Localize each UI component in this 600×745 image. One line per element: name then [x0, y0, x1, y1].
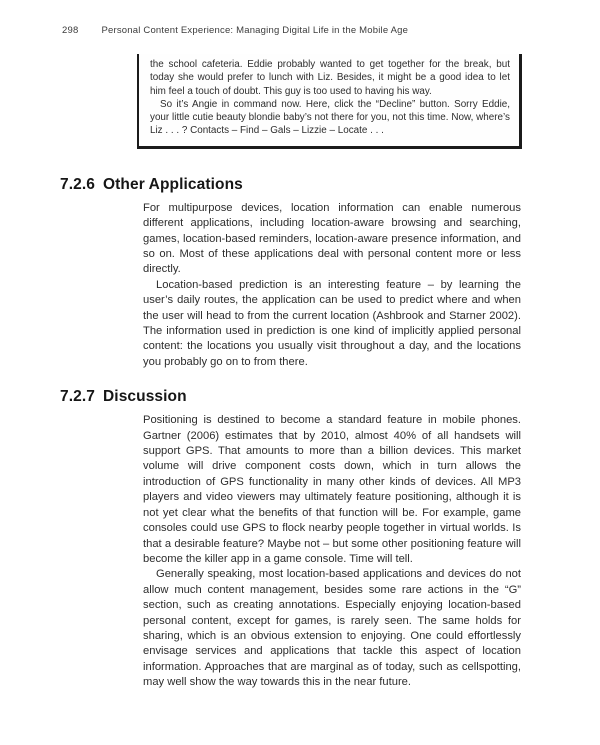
- section-other-applications: [0, 175, 600, 370]
- running-title: Personal Content Experience: Managing Digital Life in the Mobile Age: [101, 25, 409, 36]
- section-number: 7.2.7: [60, 388, 95, 406]
- body-paragraph: Location-based prediction is an interesting feature – by learning the user’s daily routes, the application can be used to predict where and when the user will head to from the current location (Ashbrook and Starner 2002). The information used in prediction is one kind of implicitly applied personal content: the locations you usually visit throughout a day, and the locations you probably go on to from there.: [143, 278, 521, 368]
- section-body: [143, 413, 521, 690]
- quote-box: [137, 54, 522, 149]
- section-heading: [60, 175, 600, 194]
- quote-paragraph: So it’s Angie in command now. Here, click the “Decline” button. Sorry Eddie, your little cutie beauty blondie baby’s not there for you, not this time. Now, where’s Liz . . . ? Contacts – Find – Gals – Lizzie – Locate . . .: [150, 98, 510, 137]
- section-body: [143, 201, 521, 370]
- body-paragraph: Generally speaking, most location-based applications and devices do not allow much content management, besides some rare actions in the “G” section, such as creating annotations. Especially enjoying location-based personal content, except for games, is rarely seen. The same holds for sharing, which is an obvious extension to enjoying. One could effortlessly envisage services and applications that tackle this aspect of location information. Approaches that are marginal as of today, such as cellspotting, may well show the way towards this in the near future.: [143, 568, 521, 689]
- running-header: [0, 0, 600, 36]
- section-title: Discussion: [103, 388, 187, 406]
- quote-paragraph: the school cafeteria. Eddie probably wanted to get together for the break, but today she would prefer to lunch with Liz. Besides, it might be a good idea to let him feel a touch of doubt. This guy is too used to having his way.: [150, 59, 510, 97]
- section-number: 7.2.6: [60, 175, 95, 193]
- page-number: 298: [62, 25, 79, 36]
- body-paragraph: Positioning is destined to become a standard feature in mobile phones. Gartner (2006) estimates that by 2010, almost 40% of all handsets will support GPS. That amounts to more than a billion devices. This market volume will drive component costs down, which in turn allows the introduction of GPS functionality in many other kinds of devices. All MP3 players and video viewers may ultimately feature positioning, although it is not yet clear what the benefits of that function will be. For example, game consoles could use GPS to flock nearby people together in virtual worlds. Is that a desirable feature? Maybe not – but some other positioning feature will become the killer app in a game console. Time will tell.: [143, 414, 521, 565]
- section-discussion: [0, 387, 600, 690]
- body-paragraph: For multipurpose devices, location information can enable numerous different applications, including location-aware browsing and searching, games, location-based reminders, location-aware presence information, and so on. Most of these applications deal with personal content more or less directly.: [143, 201, 521, 276]
- section-heading: [60, 387, 600, 406]
- section-title: Other Applications: [103, 175, 243, 193]
